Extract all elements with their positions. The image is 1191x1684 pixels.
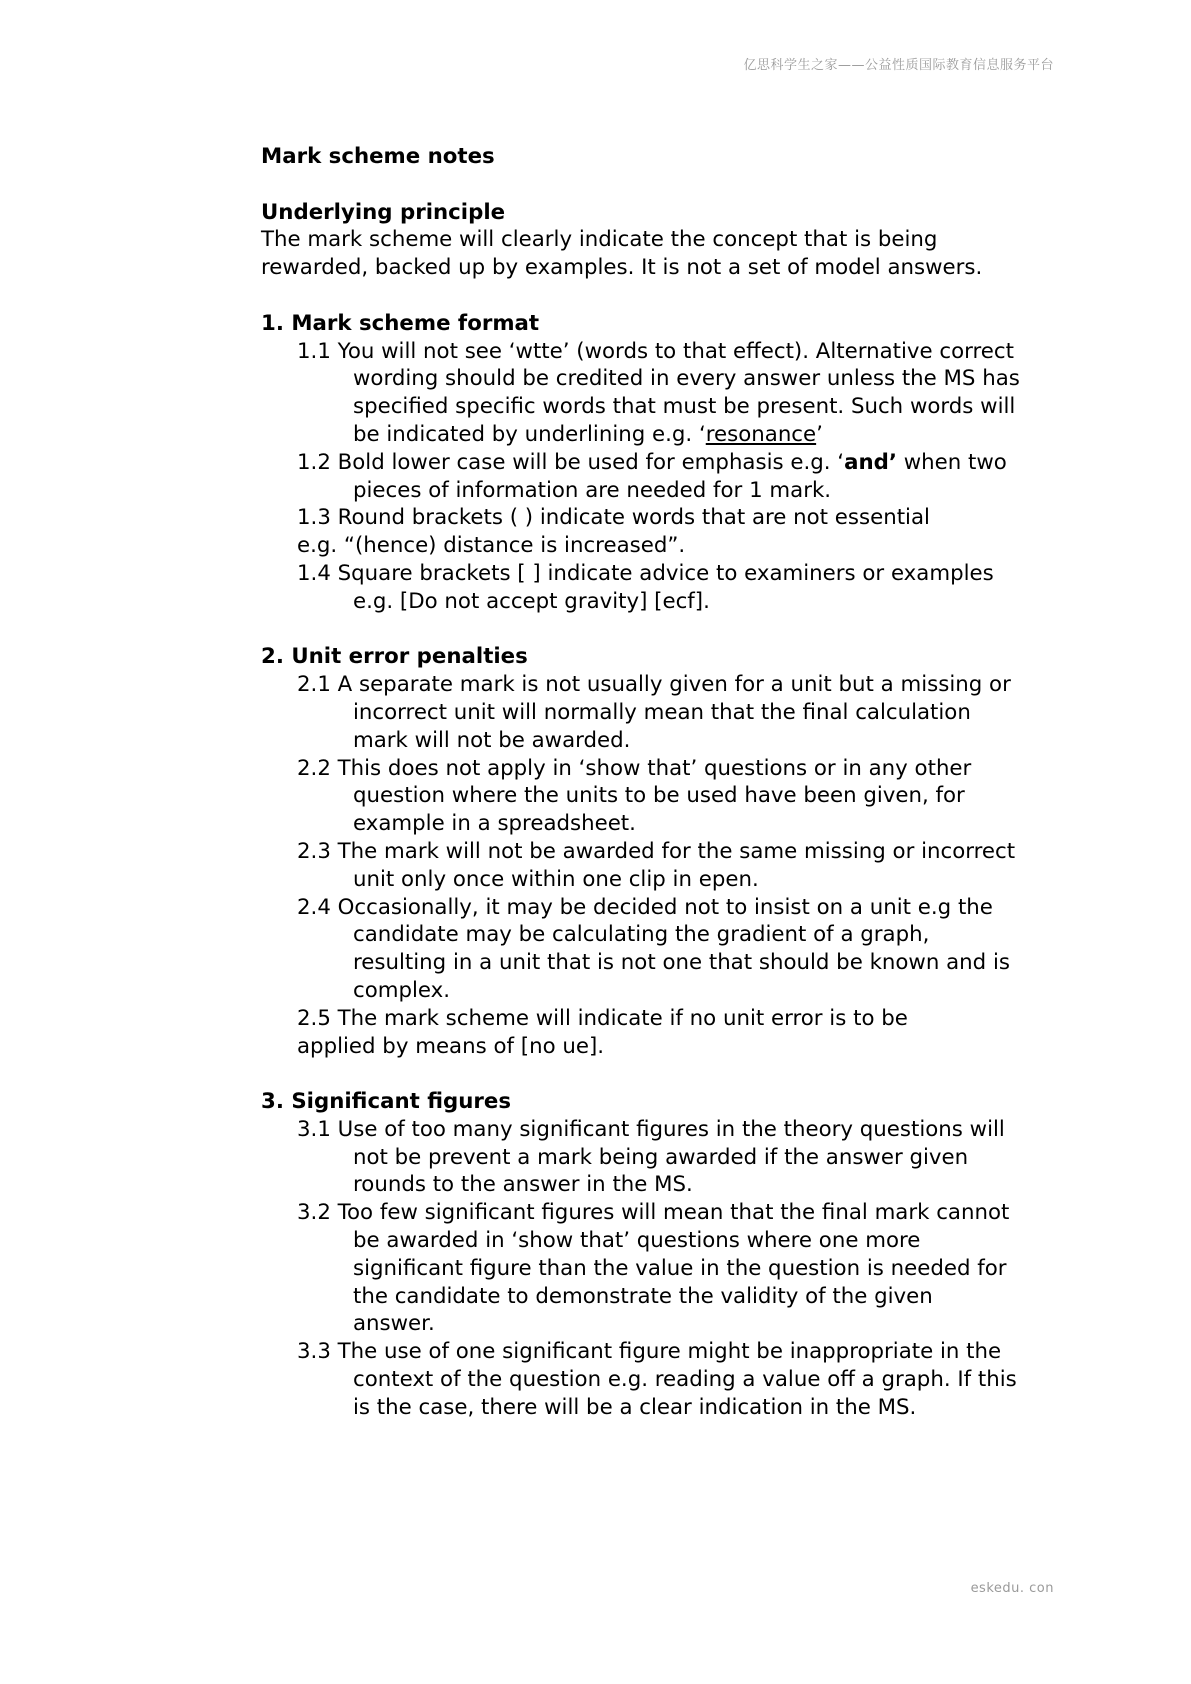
- item-2-4: 2.4 Occasionally, it may be decided not to insist on a unit e.g the candidate may be calculating the gradient of a graph, resulting in a unit that is not one that should be known and is complex.: [297, 894, 1010, 1003]
- underlined-word: resonance: [705, 421, 817, 447]
- item-1-3-line-1: 1.3 Round brackets ( ) indicate words that are not essential: [297, 505, 930, 531]
- item-1-2-pre: 1.2 Bold lower case will be used for emphasis e.g. ‘: [297, 449, 845, 475]
- section-1-list: [297, 338, 1021, 616]
- item-3-2: 3.2 Too few significant figures will mean that the final mark cannot be awarded in ‘show that’ questions where one more significant figure than the value in the question is needed for the candidate to demonstrate the validity of the given answer.: [297, 1200, 1010, 1337]
- item-1-1-text: 1.1 You will not see ‘wtte’ (words to that effect). Alternative correct wording should be credited in every answer unless the MS has specified specific words that must be present. Such words will be indicated by underlining e.g. ‘: [297, 338, 1020, 447]
- item-2-1: 2.1 A separate mark is not usually given for a unit but a missing or incorrect unit will normally mean that the final calculation mark will not be awarded.: [297, 672, 1011, 753]
- item-2-2: 2.2 This does not apply in ‘show that’ questions or in any other question where the units to be used have been given, for example in a spreadsheet.: [297, 755, 972, 837]
- page-footer-text: eskedu. con: [970, 1581, 1054, 1596]
- page-header-text: 亿思科学生之家——公益性质国际教育信息服务平台: [743, 58, 1054, 73]
- mark-scheme-notes: [261, 143, 1021, 1422]
- section-1-heading: 1. Mark scheme format: [261, 310, 540, 336]
- item-3-3: 3.3 The use of one significant figure might be inappropriate in the context of the question e.g. reading a value off a graph. If this is the case, there will be a clear indication in the MS.: [297, 1339, 1017, 1420]
- item-1-3-line-2: e.g. “(hence) distance is increased”.: [297, 533, 686, 559]
- section-2-list: [297, 671, 1021, 1060]
- item-1-1: [297, 338, 1021, 449]
- principle-heading: Underlying principle: [261, 199, 506, 225]
- principle-body: The mark scheme will clearly indicate the concept that is being rewarded, backed up by examples. It is not a set of model answers.: [261, 227, 983, 281]
- item-1-1-end: ’: [816, 421, 823, 447]
- document-title: Mark scheme notes: [261, 144, 495, 169]
- item-1-2: [297, 449, 1021, 505]
- item-2-3: 2.3 The mark will not be awarded for the same missing or incorrect unit only once within one clip in epen.: [297, 838, 1016, 892]
- item-2-5-line-2: applied by means of [no ue].: [297, 1033, 605, 1059]
- section-3-heading: 3. Significant figures: [261, 1089, 512, 1115]
- item-2-5-line-1: 2.5 The mark scheme will indicate if no unit error is to be: [297, 1005, 908, 1031]
- bold-word: and’: [844, 449, 897, 475]
- item-1-2-post: when two pieces of information are needed for 1 mark.: [353, 449, 1007, 503]
- section-3-list: [297, 1116, 1021, 1422]
- section-2-heading: 2. Unit error penalties: [261, 644, 528, 670]
- item-3-1: 3.1 Use of too many significant figures in the theory questions will not be prevent a mark being awarded if the answer given rounds to the answer in the MS.: [297, 1116, 1005, 1198]
- item-1-4: 1.4 Square brackets [ ] indicate advice to examiners or examples e.g. [Do not accept gravity] [ecf].: [297, 560, 994, 614]
